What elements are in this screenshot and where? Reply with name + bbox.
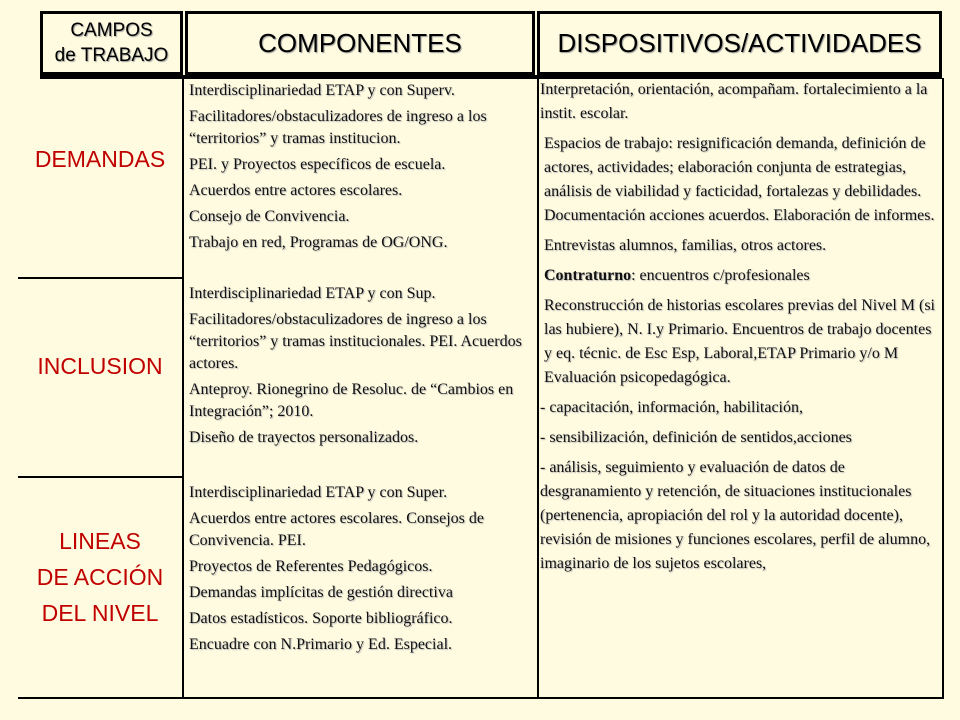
- list-item: Interdisciplinariedad ETAP y con Superv.: [189, 82, 455, 99]
- field-inclusion: INCLUSION: [37, 353, 163, 379]
- componentes-lineas: [185, 482, 537, 660]
- list-item: Anteproy. Rionegrino de Resoluc. de “Cambios en Integración”; 2010.: [189, 381, 514, 420]
- field-lineas-line3: DEL NIVEL: [41, 600, 159, 626]
- header-dispositivos: DISPOSITIVOS/ACTIVIDADES: [537, 11, 942, 75]
- dispositivo-item-contraturno: [540, 264, 943, 288]
- list-item: PEI. y Proyectos específicos de escuela.: [189, 156, 446, 173]
- componentes-demandas: [185, 80, 537, 258]
- field-lineas-line2: DE ACCIÓN: [36, 564, 164, 590]
- list-item: Demandas implícitas de gestión directiva: [189, 584, 453, 601]
- list-item: Facilitadores/obstaculizadores de ingreso a los “territorios” y tramas institucionales. PEI. Acuerdos actores.: [189, 311, 522, 372]
- contraturno-text: : encuentros c/profesionales: [631, 267, 810, 284]
- grid-line-v2: [537, 78, 539, 698]
- componentes-inclusion: [185, 283, 537, 453]
- dispositivo-item: Espacios de trabajo: resignificación demanda, definición de actores, actividades; elaboración conjunta de estrategias, análisis de viabilidad y facticidad, fortalezas y debilidades. Documentación acciones acuerdos. Elaboración de informes.: [544, 135, 935, 224]
- header-campos: [40, 11, 183, 75]
- field-lineas-de-accion: [20, 523, 180, 631]
- dispositivo-item: - sensibilización, definición de sentidos,acciones: [540, 429, 852, 446]
- dispositivos-column: [540, 78, 943, 582]
- list-item: Trabajo en red, Programas de OG/ONG.: [189, 234, 448, 251]
- header-campos-line2: de TRABAJO: [54, 45, 169, 66]
- grid-line-h2: [18, 476, 183, 478]
- list-item: Proyectos de Referentes Pedagógicos.: [189, 558, 433, 575]
- list-item: Interdisciplinariedad ETAP y con Super.: [189, 484, 448, 501]
- list-item: Encuadre con N.Primario y Ed. Especial.: [189, 636, 453, 653]
- list-item: Interdisciplinariedad ETAP y con Sup.: [189, 285, 436, 302]
- grid-line-bottom: [18, 697, 944, 699]
- dispositivo-item: - análisis, seguimiento y evaluación de datos de desgranamiento y retención, de situaciones institucionales (pertenencia, apropiación del rol y la autoridad docente), revisión de misiones y funciones escolares, perfil de alumno, imaginario de los sujetos escolares,: [540, 459, 931, 572]
- header-campos-line1: CAMPOS: [70, 20, 153, 41]
- field-demandas: DEMANDAS: [34, 146, 166, 172]
- list-item: Consejo de Convivencia.: [189, 208, 350, 225]
- dispositivo-item: Reconstrucción de historias escolares previas del Nivel M (si las hubiere), N. I.y Primario. Encuentros de trabajo docentes y eq. técnic. de Esc Esp, Laboral,ETAP Primario y/o M Evaluación psicopedagógica.: [544, 297, 935, 386]
- list-item: Datos estadísticos. Soporte bibliográfico.: [189, 610, 453, 627]
- grid-line-v1: [182, 78, 184, 698]
- list-item: Diseño de trayectos personalizados.: [189, 429, 419, 446]
- grid-line-h1: [18, 277, 183, 279]
- field-lineas-line1: LINEAS: [59, 528, 141, 554]
- list-item: Acuerdos entre actores escolares. Consejos de Convivencia. PEI.: [189, 510, 484, 549]
- list-item: Acuerdos entre actores escolares.: [189, 182, 403, 199]
- dispositivo-item: Interpretación, orientación, acompañam. fortalecimiento a la instit. escolar.: [540, 81, 928, 122]
- header-componentes: COMPONENTES: [185, 11, 535, 75]
- dispositivo-item: - capacitación, información, habilitación,: [540, 399, 803, 416]
- list-item: Facilitadores/obstaculizadores de ingreso a los “territorios” y tramas institucion.: [189, 108, 487, 147]
- contraturno-label: Contraturno: [544, 267, 632, 284]
- dispositivo-item: Entrevistas alumnos, familias, otros actores.: [544, 237, 827, 254]
